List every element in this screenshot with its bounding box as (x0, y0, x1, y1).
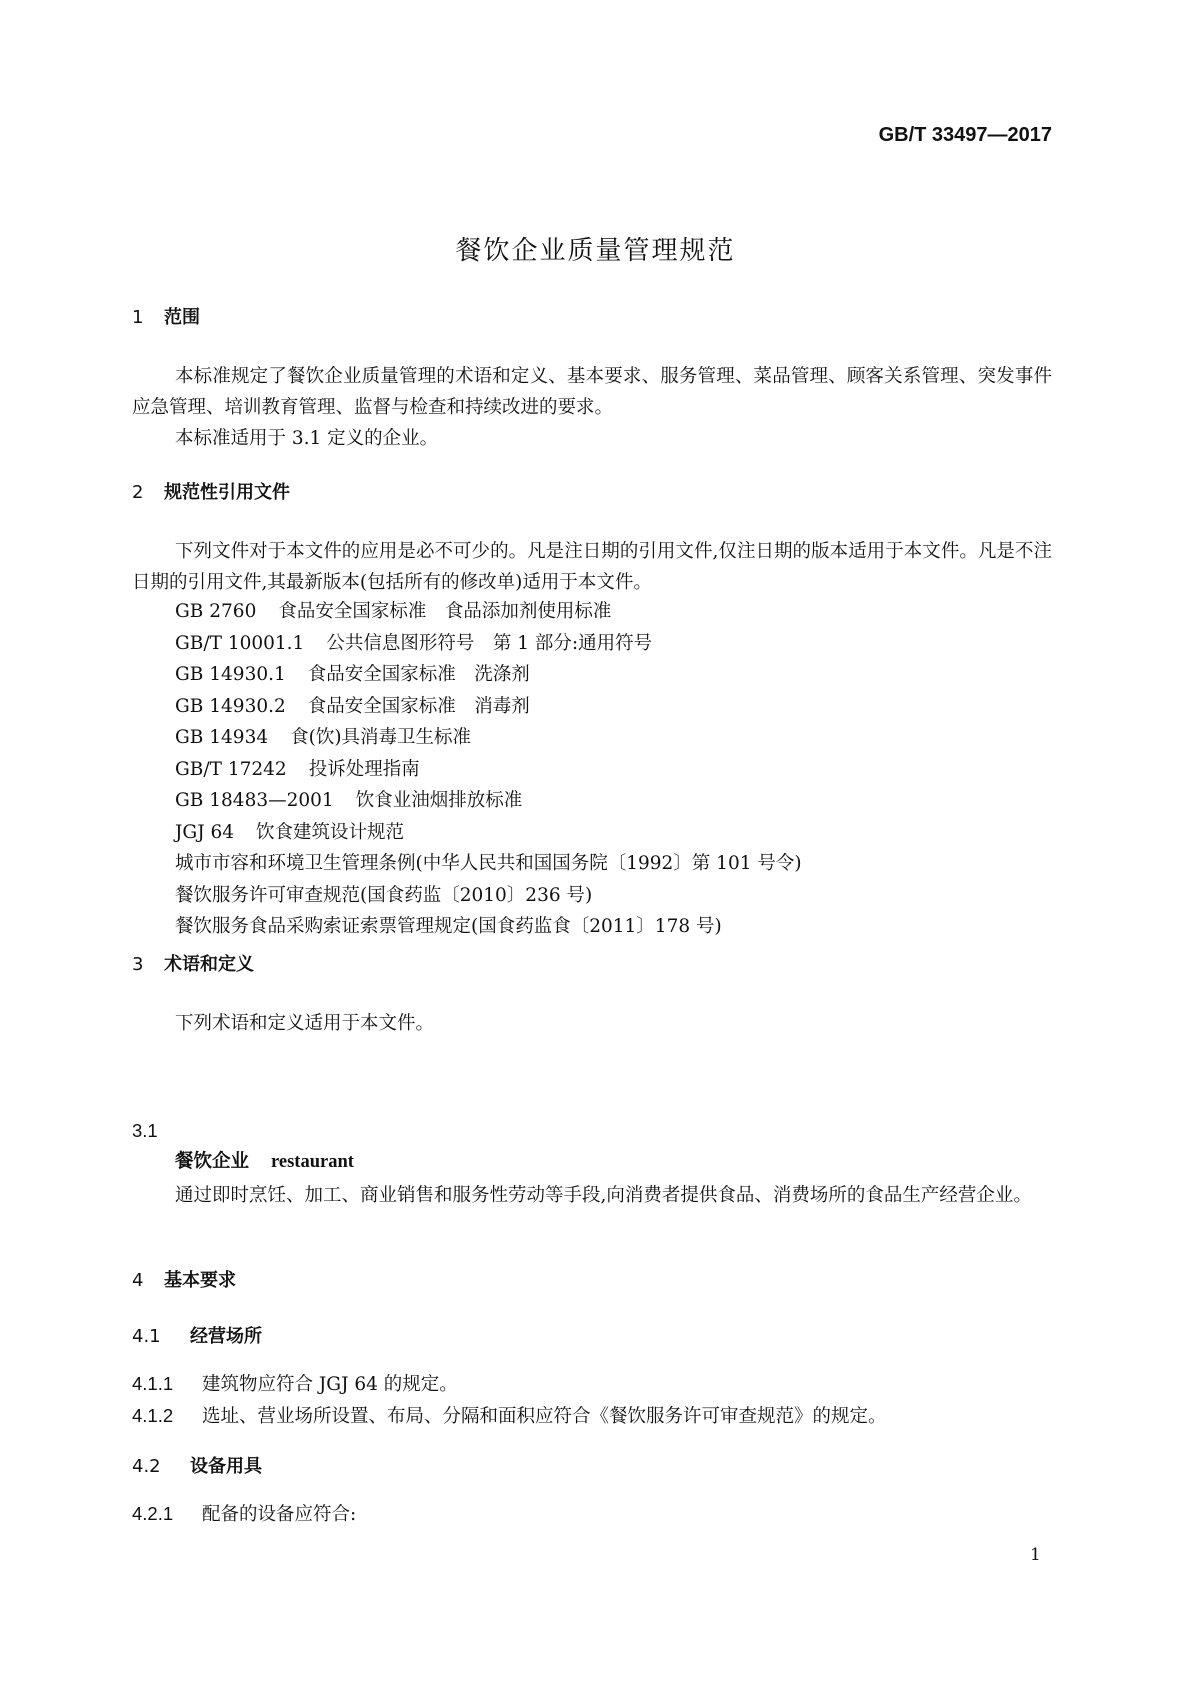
reference-code: GB 2760 (175, 601, 257, 622)
section-title: 基本要求 (164, 1270, 236, 1291)
references-intro (132, 536, 1052, 598)
section-heading-terms (132, 954, 254, 976)
term-number: 3.1 (132, 1120, 158, 1141)
clause-number: 4.1.2 (132, 1405, 174, 1426)
reference-item (175, 911, 1075, 943)
terms-intro-paragraph: 下列术语和定义适用于本文件。 (175, 1013, 435, 1034)
references-intro-paragraph: 下列文件对于本文件的应用是必不可少的。凡是注日期的引用文件,仅注日期的版本适用于本文件。凡是不注日期的引用文件,其最新版本(包括所有的修改单)适用于本文件。 (132, 541, 1052, 593)
section-number: 4 (132, 1270, 144, 1291)
reference-code: GB/T 10001.1 (175, 632, 305, 654)
clause-4-2-1 (132, 1500, 356, 1526)
clause-number: 4.1.1 (132, 1373, 174, 1394)
standard-code: GB/T 33497—2017 (878, 124, 1052, 146)
reference-item (175, 785, 1075, 817)
reference-code: JGJ 64 (175, 821, 235, 843)
clause-text: 配备的设备应符合: (202, 1504, 357, 1525)
reference-item (175, 880, 1075, 912)
term-definition (132, 1180, 1052, 1211)
section-number: 2 (132, 482, 144, 503)
scope-paragraph: 本标准适用于 3.1 定义的企业。 (175, 428, 439, 449)
reference-code: GB 14930.2 (175, 695, 286, 717)
document-title: 餐饮企业质量管理规范 (455, 236, 736, 266)
reference-title: 饮食建筑设计规范 (256, 821, 405, 843)
reference-title: 食(饮)具消毒卫生标准 (290, 727, 472, 748)
clause-4-1-2 (132, 1402, 887, 1428)
reference-item (175, 754, 1075, 786)
clause-4-1-1 (132, 1370, 458, 1396)
reference-item (175, 659, 1075, 691)
clause-number: 4.2.1 (132, 1503, 174, 1524)
section-title: 规范性引用文件 (164, 482, 290, 503)
reference-code: GB 14934 (175, 727, 269, 748)
reference-title: 饮食业油烟排放标准 (355, 790, 523, 811)
reference-title: 餐饮服务食品采购索证索票管理规定(国食药监食〔2011〕178 号) (175, 916, 722, 937)
reference-code: GB 14930.1 (175, 664, 286, 685)
subsection-heading-equipment (132, 1456, 262, 1478)
section-heading-normative-references (132, 482, 290, 504)
term-name-en: restaurant (271, 1152, 354, 1172)
term-name-zh: 餐饮企业 (175, 1151, 250, 1172)
clause-text: 选址、营业场所设置、布局、分隔和面积应符合《餐饮服务许可审查规范》的规定。 (202, 1406, 887, 1427)
reference-item (175, 628, 1075, 660)
reference-code: GB/T 17242 (175, 758, 287, 780)
subsection-heading-premises (132, 1326, 262, 1348)
section-heading-scope (132, 307, 200, 329)
reference-item (175, 691, 1075, 723)
page-number: 1 (1030, 1545, 1041, 1565)
scope-paragraph: 本标准规定了餐饮企业质量管理的术语和定义、基本要求、服务管理、菜品管理、顾客关系管理、突发事件应急管理、培训教育管理、监督与检查和持续改进的要求。 (132, 366, 1052, 418)
section-number: 1 (132, 307, 144, 328)
reference-title: 食品安全国家标准 食品添加剂使用标准 (278, 601, 612, 622)
subsection-number: 4.1 (132, 1326, 161, 1347)
subsection-title: 经营场所 (190, 1326, 262, 1347)
reference-title: 食品安全国家标准 洗涤剂 (307, 664, 530, 685)
section-title: 术语和定义 (164, 954, 254, 975)
reference-item (175, 722, 1075, 754)
term-definition-paragraph: 通过即时烹饪、加工、商业销售和服务性劳动等手段,向消费者提供食品、消费场所的食品生产经营企业。 (175, 1185, 1032, 1206)
subsection-title: 设备用具 (190, 1456, 262, 1477)
reference-title: 食品安全国家标准 消毒剂 (307, 695, 530, 717)
terms-intro (132, 1008, 1052, 1039)
reference-item (175, 848, 1075, 880)
section-heading-basic-requirements (132, 1270, 236, 1292)
reference-title: 餐饮服务许可审查规范(国食药监〔2010〕236 号) (175, 884, 593, 906)
reference-title: 投诉处理指南 (308, 758, 420, 780)
reference-list (175, 596, 1075, 943)
term-name (175, 1147, 354, 1173)
subsection-number: 4.2 (132, 1456, 161, 1477)
reference-item (175, 817, 1075, 849)
reference-title: 城市市容和环境卫生管理条例(中华人民共和国国务院〔1992〕第 101 号令) (175, 853, 802, 874)
reference-item (175, 596, 1075, 628)
section-title: 范围 (164, 307, 200, 328)
clause-text: 建筑物应符合 JGJ 64 的规定。 (202, 1374, 458, 1395)
reference-code: GB 18483—2001 (175, 790, 334, 811)
section-number: 3 (132, 954, 144, 975)
scope-paragraphs (132, 361, 1052, 454)
reference-title: 公共信息图形符号 第 1 部分:通用符号 (326, 632, 653, 654)
